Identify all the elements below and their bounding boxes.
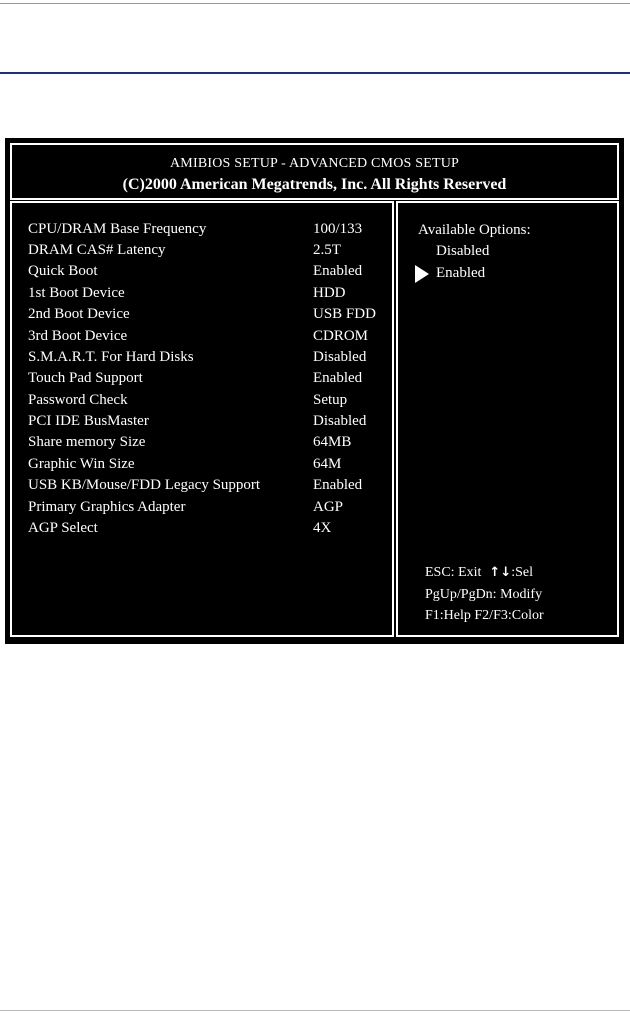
setting-value[interactable]: Disabled: [313, 413, 367, 429]
available-options-title: Available Options:: [418, 222, 531, 238]
setting-value[interactable]: 64MB: [313, 434, 352, 450]
up-down-arrows-icon: ↑↓: [484, 565, 512, 580]
setting-label: Share memory Size: [28, 434, 146, 450]
setting-label: S.M.A.R.T. For Hard Disks: [28, 349, 194, 365]
setting-value[interactable]: Setup: [313, 392, 348, 408]
setting-label: USB KB/Mouse/FDD Legacy Support: [28, 477, 261, 493]
setting-value[interactable]: Enabled: [313, 263, 363, 279]
setting-value[interactable]: CDROM: [313, 328, 369, 344]
help-sel-text: :Sel: [511, 565, 533, 580]
help-esc-line: [425, 565, 533, 581]
selector-arrow-icon: [415, 265, 429, 283]
setting-label: Quick Boot: [28, 263, 98, 279]
setting-label: CPU/DRAM Base Frequency: [28, 221, 207, 237]
page-top-rule: [0, 3, 630, 4]
setting-label: Password Check: [28, 392, 128, 408]
bios-copyright: (C)2000 American Megatrends, Inc. All Rights Reserved: [122, 176, 507, 193]
setting-label: AGP Select: [28, 520, 98, 536]
setting-label: 3rd Boot Device: [28, 328, 128, 344]
options-panel: [396, 201, 619, 637]
help-modify-line: PgUp/PgDn: Modify: [425, 587, 543, 602]
settings-panel: [10, 201, 394, 637]
bios-screen: [5, 138, 624, 644]
setting-label: 1st Boot Device: [28, 285, 125, 301]
setting-value[interactable]: Enabled: [313, 370, 363, 386]
setting-label: 2nd Boot Device: [28, 306, 130, 322]
help-color-line: F1:Help F2/F3:Color: [425, 608, 544, 623]
setting-value[interactable]: 64M: [313, 456, 342, 472]
setting-value[interactable]: USB FDD: [313, 306, 376, 322]
setting-label: Touch Pad Support: [28, 370, 143, 386]
setting-value[interactable]: HDD: [313, 285, 346, 301]
setting-value[interactable]: AGP: [313, 499, 344, 515]
setting-value[interactable]: 4X: [313, 520, 332, 536]
setting-label: PCI IDE BusMaster: [28, 413, 149, 429]
option-disabled[interactable]: Disabled: [436, 243, 490, 259]
option-enabled[interactable]: Enabled: [436, 265, 486, 281]
bios-header: [10, 143, 619, 200]
setting-label: DRAM CAS# Latency: [28, 242, 166, 258]
setting-label: Primary Graphics Adapter: [28, 499, 186, 515]
setting-value[interactable]: 2.5T: [313, 242, 341, 258]
setting-value[interactable]: 100/133: [313, 221, 363, 237]
page-header-rule: [0, 72, 630, 74]
setting-label: Graphic Win Size: [28, 456, 135, 472]
setting-value[interactable]: Enabled: [313, 477, 363, 493]
page-bottom-rule: [0, 1010, 630, 1011]
bios-title: AMIBIOS SETUP - ADVANCED CMOS SETUP: [170, 156, 459, 171]
setting-value[interactable]: Disabled: [313, 349, 367, 365]
help-esc-text: ESC: Exit: [425, 565, 482, 580]
